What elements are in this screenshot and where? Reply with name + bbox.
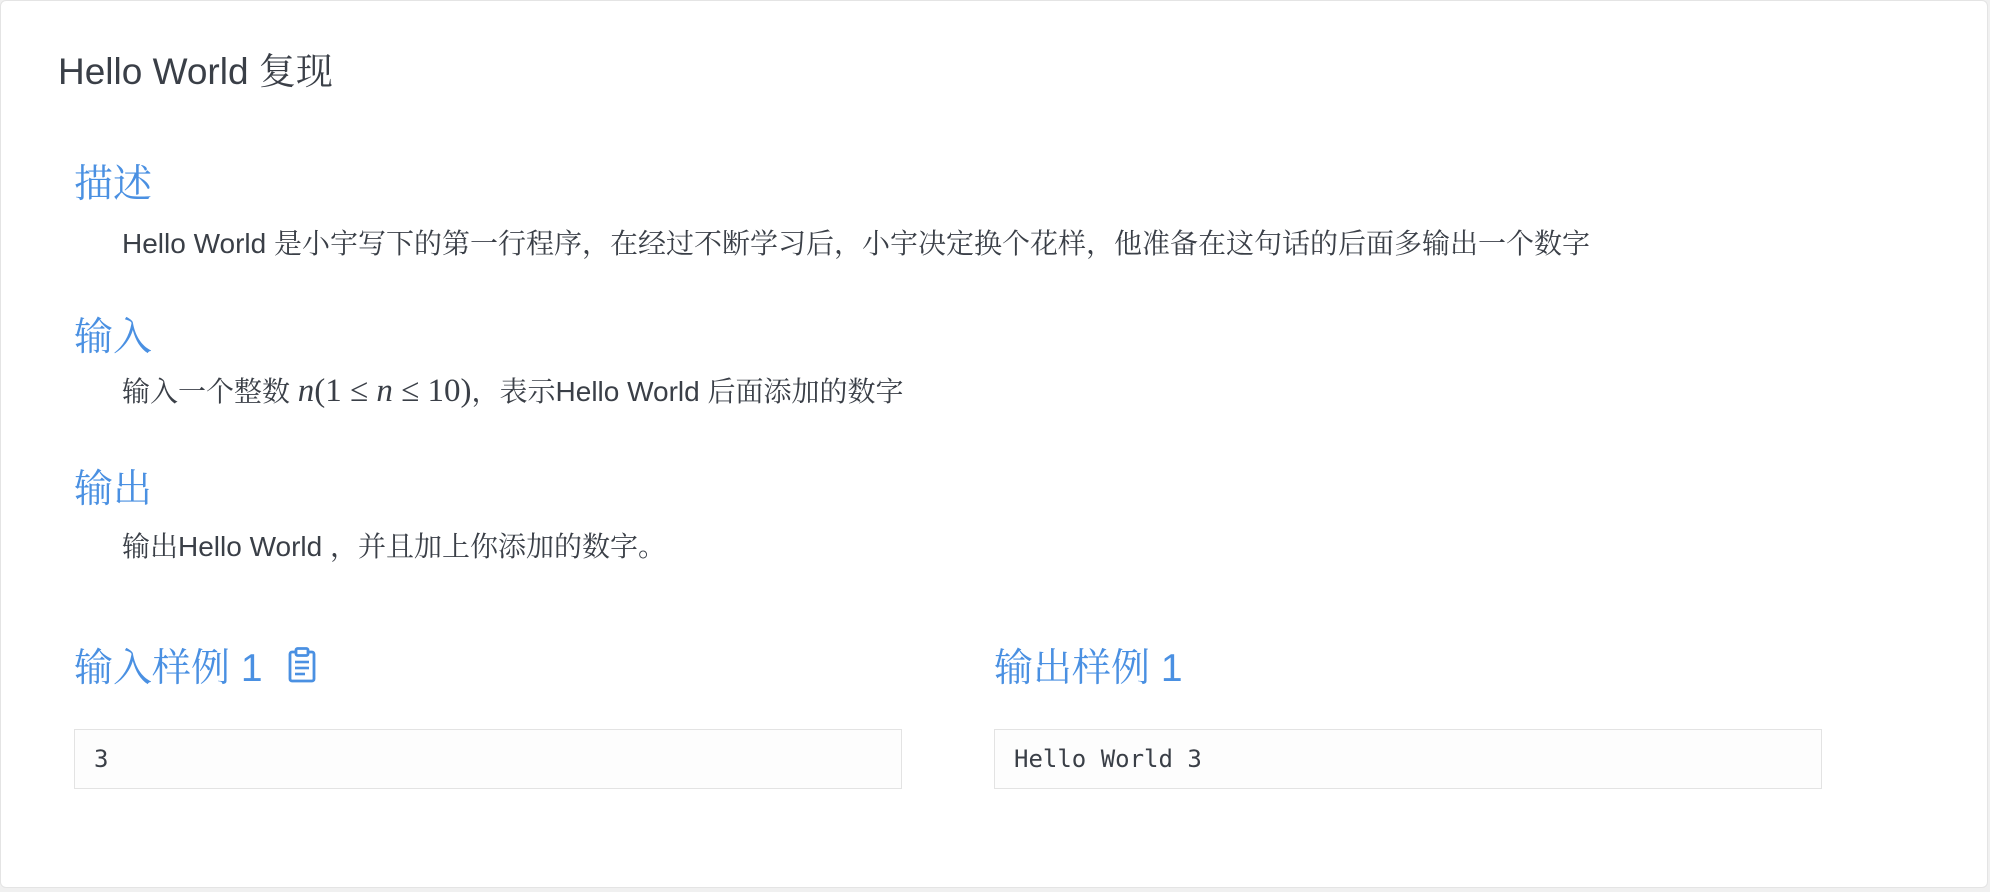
math-le-2: ≤ [401,373,420,409]
math-var-n-2: n [376,373,393,409]
description-title: 描述 [74,163,153,206]
input-sample-box[interactable]: 3 [74,729,902,789]
clipboard-icon[interactable] [287,647,317,683]
output-text: 输出Hello World ，并且加上你添加的数字。 [122,531,666,562]
input-text-before: 输入一个整数 [122,376,298,407]
input-sample-title-label: 输入样例 1 [74,647,263,690]
input-text [122,370,904,410]
math-var-n: n [297,373,315,409]
output-sample-title: 输出样例 1 [994,647,1183,690]
math-close-paren: ) [460,373,472,409]
input-math [298,373,472,409]
description-text: Hello World 是小宇写下的第一行程序，在经过不断学习后，小宇决定换个花样，他准备在这句话的后面多输出一个数字 [122,228,1590,259]
input-sample-title [74,637,317,693]
math-upper-bound: 10 [427,373,461,409]
math-open-paren: ( [314,373,326,409]
math-le-1: ≤ [350,373,369,409]
input-title: 输入 [74,316,153,359]
page-title: Hello World 复现 [58,51,333,92]
output-title: 输出 [74,468,153,511]
output-sample-box[interactable]: Hello World 3 [994,729,1822,789]
input-text-after: ，表示Hello World 后面添加的数字 [471,376,904,407]
math-lower-bound: 1 [325,373,342,409]
